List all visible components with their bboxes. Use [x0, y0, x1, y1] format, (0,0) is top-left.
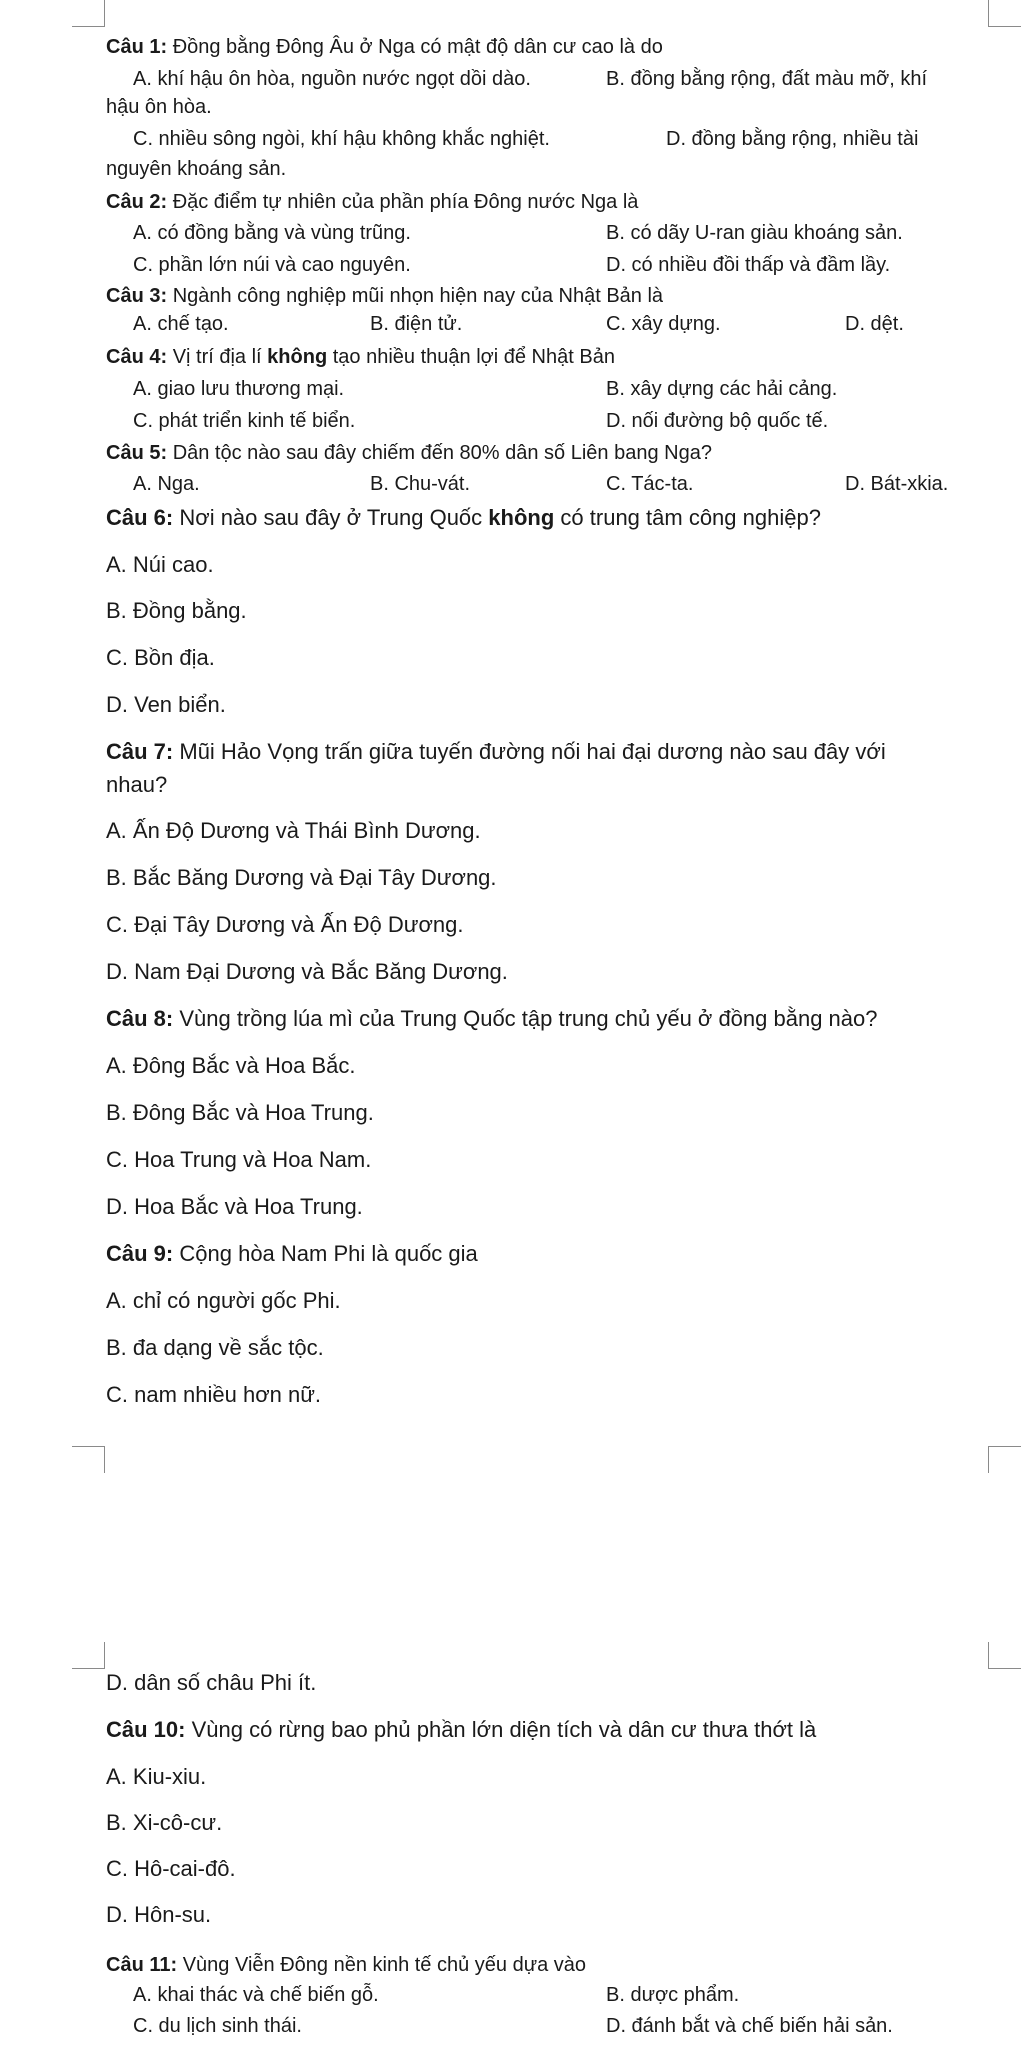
- crop-mark-bottom-right: [988, 1446, 1021, 1473]
- answer-a: A. Nga.: [133, 473, 200, 495]
- answer-b: B. đa dạng về sắc tộc.: [106, 1335, 324, 1360]
- crop-mark-top-right: [988, 1642, 1021, 1669]
- answer-b: B. điện tử.: [370, 313, 463, 335]
- answer-a: A. Ấn Độ Dương và Thái Bình Dương.: [106, 818, 481, 843]
- answer-a: A. Núi cao.: [106, 552, 214, 577]
- question-stem: Vùng trồng lúa mì của Trung Quốc tập trung chủ yếu ở đồng bằng nào?: [179, 1006, 878, 1031]
- question-number: Câu 1:: [106, 36, 168, 58]
- answer-row: [0, 1333, 1033, 1361]
- answer-a: A. chỉ có người gốc Phi.: [106, 1288, 341, 1313]
- question-number: Câu 2:: [106, 191, 168, 213]
- answer-d: D. đánh bắt và chế biến hải sản.: [606, 2015, 893, 2037]
- answer-row: [0, 1854, 1033, 1882]
- answer-b: B. Đồng bằng.: [106, 598, 247, 623]
- question-stem: Mũi Hảo Vọng trấn giữa tuyến đường nối hai đại dương nào sau đây với: [179, 739, 886, 764]
- answer-row: [0, 1808, 1033, 1836]
- question-6: [0, 503, 1033, 531]
- question-number: Câu 9:: [106, 1241, 174, 1266]
- answer-c: C. nhiều sông ngòi, khí hậu không khắc nghiệt.: [133, 128, 550, 150]
- answer-b-continued: hậu ôn hòa.: [106, 96, 212, 118]
- answer-b: B. có dãy U-ran giàu khoáng sản.: [606, 222, 903, 244]
- question-stem: Cộng hòa Nam Phi là quốc gia: [179, 1241, 478, 1266]
- answer-c: C. Hô-cai-đô.: [106, 1856, 236, 1881]
- answer-row: [0, 1192, 1033, 1220]
- question-7-continued: [0, 770, 1033, 798]
- question-stem-start: Vị trí địa lí: [172, 346, 262, 368]
- answer-a: A. giao lưu thương mại.: [133, 378, 345, 400]
- answer-d-continued: nguyên khoáng sản.: [106, 158, 287, 180]
- question-number: Câu 6:: [106, 505, 174, 530]
- answer-d: D. dệt.: [845, 313, 904, 335]
- question-stem: Ngành công nghiệp mũi nhọn hiện nay của Nhật Bản là: [172, 285, 664, 307]
- answer-row: [0, 816, 1033, 844]
- answer-b: B. dược phẩm.: [606, 1984, 740, 2006]
- answer-row: [0, 375, 1033, 403]
- answer-b: B. Chu-vát.: [370, 473, 471, 495]
- answer-c: C. Tác-ta.: [606, 473, 694, 495]
- crop-mark-top-left: [72, 0, 105, 27]
- answer-row: [0, 596, 1033, 624]
- question-number: Câu 7:: [106, 739, 174, 764]
- answer-row: [0, 1051, 1033, 1079]
- answer-row: [0, 1668, 1033, 1696]
- answer-row: [0, 155, 1033, 183]
- question-stem-emphasis: không: [267, 346, 328, 368]
- question-9: [0, 1239, 1033, 1267]
- question-8: [0, 1004, 1033, 1032]
- question-stem-end: có trung tâm công nghiệp?: [560, 505, 821, 530]
- question-number: Câu 11:: [106, 1954, 178, 1976]
- answer-row: [0, 2012, 1033, 2040]
- answer-c: C. Hoa Trung và Hoa Nam.: [106, 1147, 372, 1172]
- question-5: [0, 439, 1033, 467]
- answer-row: [0, 470, 1033, 498]
- question-stem-continued: nhau?: [106, 772, 168, 797]
- answer-row: [0, 643, 1033, 671]
- answer-row: [0, 310, 1033, 338]
- answer-c: C. Đại Tây Dương và Ấn Độ Dương.: [106, 912, 464, 937]
- answer-row: [0, 550, 1033, 578]
- answer-d: D. Ven biển.: [106, 692, 226, 717]
- question-stem-end: tạo nhiều thuận lợi để Nhật Bản: [332, 346, 615, 368]
- answer-row: [0, 1762, 1033, 1790]
- answer-a: A. khai thác và chế biến gỗ.: [133, 1984, 379, 2006]
- answer-a: A. Kiu-xiu.: [106, 1764, 207, 1789]
- answer-row: [0, 1098, 1033, 1126]
- answer-a: A. có đồng bằng và vùng trũng.: [133, 222, 411, 244]
- answer-d: D. Hôn-su.: [106, 1902, 212, 1927]
- answer-d: D. Bát-xkia.: [845, 473, 949, 495]
- answer-c: C. phần lớn núi và cao nguyên.: [133, 254, 411, 276]
- answer-row: [0, 690, 1033, 718]
- question-3: [0, 282, 1033, 310]
- answer-row: [0, 1900, 1033, 1928]
- question-number: Câu 4:: [106, 346, 168, 368]
- answer-a: A. chế tạo.: [133, 313, 229, 335]
- question-4: [0, 343, 1033, 371]
- answer-row: [0, 1380, 1033, 1408]
- question-number: Câu 10:: [106, 1717, 186, 1742]
- question-stem: Vùng có rừng bao phủ phần lớn diện tích và dân cư thưa thớt là: [191, 1717, 817, 1742]
- crop-mark-bottom-left: [72, 1446, 105, 1473]
- question-2: [0, 188, 1033, 216]
- answer-c: C. nam nhiều hơn nữ.: [106, 1382, 322, 1407]
- question-stem: Đặc điểm tự nhiên của phần phía Đông nước Nga là: [172, 191, 639, 213]
- crop-mark-top-left: [72, 1642, 105, 1669]
- answer-d: D. dân số châu Phi ít.: [106, 1670, 317, 1695]
- answer-c: C. du lịch sinh thái.: [133, 2015, 302, 2037]
- answer-row: [0, 407, 1033, 435]
- question-number: Câu 8:: [106, 1006, 174, 1031]
- answer-d: D. có nhiều đồi thấp và đầm lầy.: [606, 254, 891, 276]
- answer-row: [0, 251, 1033, 279]
- answer-b: B. Đông Bắc và Hoa Trung.: [106, 1100, 374, 1125]
- answer-row: [0, 219, 1033, 247]
- question-stem-emphasis: không: [488, 505, 555, 530]
- answer-b: B. đồng bằng rộng, đất màu mỡ, khí: [606, 68, 928, 90]
- answer-row: [0, 910, 1033, 938]
- answer-row: [0, 93, 1033, 121]
- question-1: [0, 33, 1033, 61]
- question-stem: Vùng Viễn Đông nền kinh tế chủ yếu dựa vào: [182, 1954, 587, 1976]
- answer-row: [0, 863, 1033, 891]
- answer-a: A. khí hậu ôn hòa, nguồn nước ngọt dồi dào.: [133, 68, 531, 90]
- answer-row: [0, 65, 1033, 93]
- answer-c: C. phát triển kinh tế biển.: [133, 410, 356, 432]
- answer-b: B. Bắc Băng Dương và Đại Tây Dương.: [106, 865, 497, 890]
- answer-row: [0, 1981, 1033, 2009]
- answer-row: [0, 125, 1033, 153]
- answer-d: D. Hoa Bắc và Hoa Trung.: [106, 1194, 363, 1219]
- answer-row: [0, 1286, 1033, 1314]
- question-number: Câu 5:: [106, 442, 168, 464]
- answer-row: [0, 957, 1033, 985]
- question-10: [0, 1715, 1033, 1743]
- answer-row: [0, 1145, 1033, 1173]
- question-stem-start: Nơi nào sau đây ở Trung Quốc: [179, 505, 483, 530]
- answer-d: D. Nam Đại Dương và Bắc Băng Dương.: [106, 959, 508, 984]
- question-11: [0, 1951, 1033, 1979]
- answer-b: B. Xi-cô-cư.: [106, 1810, 223, 1835]
- answer-b: B. xây dựng các hải cảng.: [606, 378, 838, 400]
- answer-d: D. nối đường bộ quốc tế.: [606, 410, 829, 432]
- page-2: [0, 1560, 1033, 2051]
- question-7: [0, 737, 1033, 765]
- answer-a: A. Đông Bắc và Hoa Bắc.: [106, 1053, 356, 1078]
- answer-c: C. Bồn địa.: [106, 645, 215, 670]
- answer-d: D. đồng bằng rộng, nhiều tài: [666, 128, 919, 150]
- answer-c: C. xây dựng.: [606, 313, 721, 335]
- question-stem: Dân tộc nào sau đây chiếm đến 80% dân số Liên bang Nga?: [172, 442, 712, 464]
- question-number: Câu 3:: [106, 285, 168, 307]
- question-stem: Đồng bằng Đông Âu ở Nga có mật độ dân cư cao là do: [172, 36, 663, 58]
- crop-mark-top-right: [988, 0, 1021, 27]
